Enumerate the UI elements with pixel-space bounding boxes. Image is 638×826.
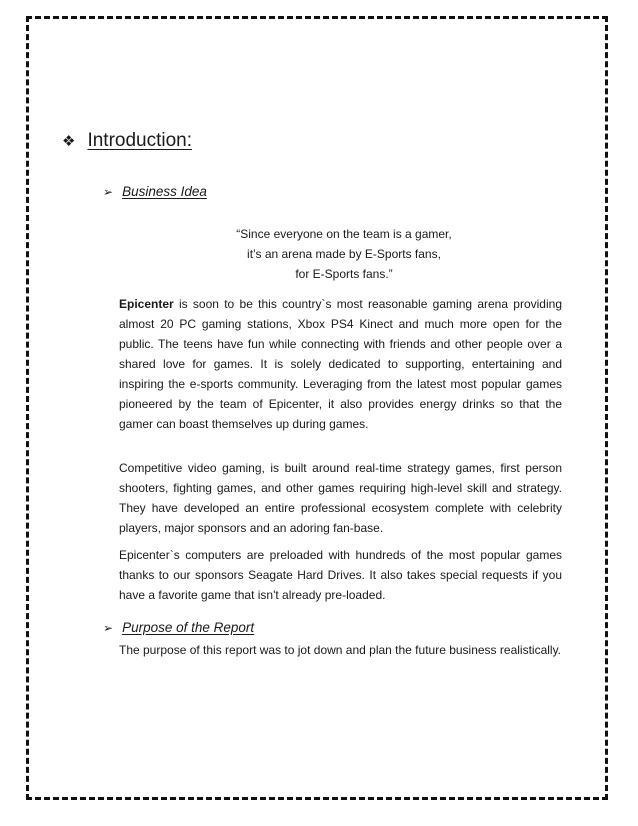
purpose-title: Purpose of the Report bbox=[122, 620, 255, 635]
introduction-heading bbox=[62, 130, 192, 152]
quote-line: for E-Sports fans.” bbox=[295, 267, 393, 281]
four-diamond-bullet-icon: ❖ bbox=[62, 132, 76, 150]
quote-line: it’s an arena made by E-Sports fans, bbox=[247, 247, 441, 261]
paragraph-text: is soon to be this country`s most reasonable gaming arena providing almost 20 PC gaming stations, Xbox PS4 Kinect and much more open for the public. The teens have fun while connecting with friends and other people over a shared love for games. It is solely dedicated to supporting, entertaining and inspiring the e-sports community. Leveraging from the latest most popular games pioneered by the team of Epicenter, it also provides energy drinks so that the gamer can boast themselves up during games. bbox=[119, 297, 562, 431]
purpose-heading bbox=[103, 620, 254, 635]
introduction-title: Introduction: bbox=[87, 130, 193, 151]
quote-line: “Since everyone on the team is a gamer, bbox=[236, 227, 452, 241]
mission-quote bbox=[190, 224, 498, 284]
company-name: Epicenter bbox=[119, 297, 174, 311]
purpose-paragraph: The purpose of this report was to jot down and plan the future business realistically. bbox=[119, 643, 562, 657]
business-paragraph-2: Competitive video gaming, is built around real-time strategy games, first person shooters, fighting games, and other games requiring high-level skill and strategy. They have developed an entire professional ecosystem complete with celebrity players, major sponsors and an adoring fan-base. bbox=[119, 461, 562, 535]
arrow-bullet-icon: ➢ bbox=[103, 620, 114, 635]
business-paragraph-3: Epicenter`s computers are preloaded with hundreds of the most popular games thanks to our sponsors Seagate Hard Drives. It also takes special requests if you have a favorite game that isn't already pre-loaded. bbox=[119, 548, 562, 602]
business-idea-title: Business Idea bbox=[122, 184, 207, 199]
arrow-bullet-icon: ➢ bbox=[103, 184, 114, 199]
business-idea-heading bbox=[103, 184, 207, 199]
business-paragraph-1 bbox=[119, 294, 562, 434]
